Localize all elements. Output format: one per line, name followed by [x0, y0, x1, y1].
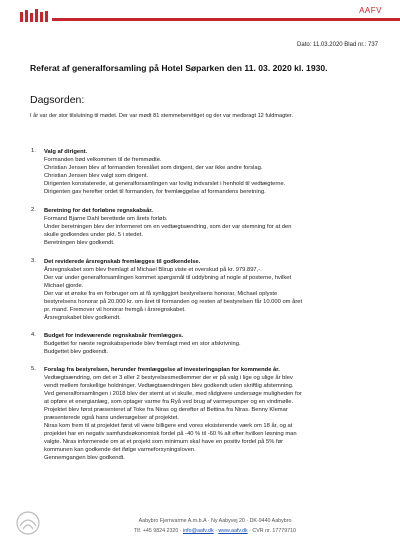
agenda-item-line: projektet har en negativ samfundsøkonomisk fordel på -40 % til -60 % alt efter hvilken løsning man: [44, 431, 297, 437]
agenda-item-line: skulle godkendes under pkt. 5 i stedet.: [44, 232, 143, 238]
brand-name: AAFV: [359, 6, 382, 15]
agenda-item-number: 1.: [31, 148, 36, 154]
agenda-item-line: Niras kom frem til at projektet først vil være billigere end vores eksisterende værk om 18 år, og at: [44, 423, 293, 429]
agenda-item: [31, 258, 374, 322]
agenda-item-line: Ved generalforsamlingen i 2018 blev der stemt at vi skulle, med rådgivere undersøge muligheden for: [44, 391, 302, 397]
agenda-item: [31, 207, 374, 247]
agenda-item-line: Dirigenten konstaterede, at generalforsamlingen var lovlig indvarslet i henhold til vedtægterne.: [44, 181, 286, 187]
agenda-item-number: 3.: [31, 258, 36, 264]
agenda-item-title: Beretning for det forløbne regnskabsår.: [44, 208, 153, 214]
footer-contact: [90, 528, 340, 534]
agenda-item-line: Budgettet blev godkendt.: [44, 349, 109, 355]
agenda-item-number: 2.: [31, 207, 36, 213]
agenda-item-line: Under beretningen blev der informeret om en vedtægtsændring, som der var stemning for at den: [44, 224, 292, 230]
agenda-item-line: pr. mand. Fremover vil honorar fremgå i årsregnskabet.: [44, 307, 186, 313]
agenda-item-line: Vedtægtsændring, om det er 3 eller 2 bestyrelsesmedlemmer der er på valg i lige og ulige år blev: [44, 375, 293, 381]
agenda-item-line: Formand Bjarne Dahl berettede om årets forløb.: [44, 216, 168, 222]
date-page-number: Dato: 11.03.2020 Blad nr.: 737: [297, 42, 378, 48]
agenda-items: [31, 148, 374, 462]
agenda-item-line: Der var under generalforsamlingen kommet spørgsmål til uddybning af nogle af posterne, hvilket: [44, 275, 292, 281]
agenda-item-line: Projektet blev først præsenteret af Toke fra Niras og derefter af Bettina fra Niras. Benny Klemar: [44, 407, 288, 413]
footer-cvr: · CVR nr. 17779710: [247, 528, 296, 534]
footer-email-link[interactable]: info@aafv.dk: [183, 528, 214, 534]
footer-address: Aabybro Fjernvarme A.m.b.A · Ny Aabyvej 20 · DK-9440 Aabybro: [138, 518, 292, 524]
agenda-item: [31, 332, 374, 356]
agenda-heading: Dagsorden:: [30, 94, 85, 106]
agenda-item-line: præsenterede også hans undersøgelser af projektet.: [44, 415, 180, 421]
document-title: Referat af generalforsamling på Hotel Søparken den 11. 03. 2020 kl. 1930.: [30, 63, 328, 73]
letterhead: [0, 0, 400, 28]
agenda-item-title: Budget for indeværende regnskabsår fremlægges.: [44, 333, 184, 339]
intro-paragraph: I år var der stor tilslutning til mødet. Der var mødt 81 stemmeberettiget og der var medbragt 12 fuldmagter.: [30, 113, 294, 119]
agenda-item-number: 4.: [31, 332, 36, 338]
agenda-item-line: Dirigenten gav herefter ordet til formanden, for fremlæggelse af formandens beretning.: [44, 189, 266, 195]
agenda-item-line: Michael gjorde.: [44, 283, 84, 289]
agenda-item-line: Christian Jensen blev af formanden foreslået som dirigent, der var ikke andre forslag.: [44, 165, 263, 171]
agenda-item-line: Budgettet for næste regnskabsperiode blev fremlagt med en stor afskrivning.: [44, 341, 241, 347]
footer-web-link[interactable]: www.aafv.dk: [218, 528, 248, 534]
agenda-item-line: at opføre et energianlæg, som optager varme fra Ryå ved brug af varmepumper og en vindmølle.: [44, 399, 294, 405]
agenda-item-line: Beretningen blev godkendt.: [44, 240, 115, 246]
agenda-item-line: Årsregnskabet blev godkendt.: [44, 315, 121, 321]
agenda-item-line: Gennemgangen blev godkendt.: [44, 455, 125, 461]
footer-separator: ·: [213, 528, 219, 534]
agenda-item-title: Det reviderede årsregnskab fremlægges til godkendelse.: [44, 259, 201, 265]
footer-phone: Tlf. +45 9824 2320 ·: [134, 528, 184, 534]
agenda-item-line: vendt mellem forskellige holdninger. Vedtægtsændringen blev godkendt uden skriftlig afstemning.: [44, 383, 294, 389]
agenda-item-line: bestyrelsens honorar på 20.000 kr. om året til formanden og resten af bestyrelsen får 10.000 om året: [44, 299, 303, 305]
header-rule: [52, 18, 400, 21]
company-logo-icon: [20, 8, 52, 22]
agenda-item-line: Der var et ønske fra en forbruger om at få synliggjort bestyrelsens honorar, Michael oplyste: [44, 291, 278, 297]
agenda-item-line: valgte. Niras informerede om at et projekt som minimum skal have en positiv fordel på 5% før: [44, 439, 284, 445]
agenda-item-title: Forslag fra bestyrelsen, herunder fremlæggelse af investeringsplan for kommende år.: [44, 367, 280, 373]
agenda-item-number: 5.: [31, 366, 36, 372]
agenda-item: [31, 366, 374, 462]
agenda-item-line: Formanden bød velkommen til de fremmødte.: [44, 157, 162, 163]
agenda-item-line: Årsregnskabet som blev fremlagt af Michael Blirup viste et overskud på kr. 979.897,-.: [44, 267, 262, 273]
footer-logo-icon: [14, 510, 42, 536]
agenda-item: [31, 148, 374, 196]
agenda-item-line: Christian Jensen blev valgt som dirigent.: [44, 173, 149, 179]
agenda-item-title: Valg af dirigent.: [44, 149, 88, 155]
agenda-item-line: kommunen kan godkende det ifølge varmeforsyningsloven.: [44, 447, 196, 453]
